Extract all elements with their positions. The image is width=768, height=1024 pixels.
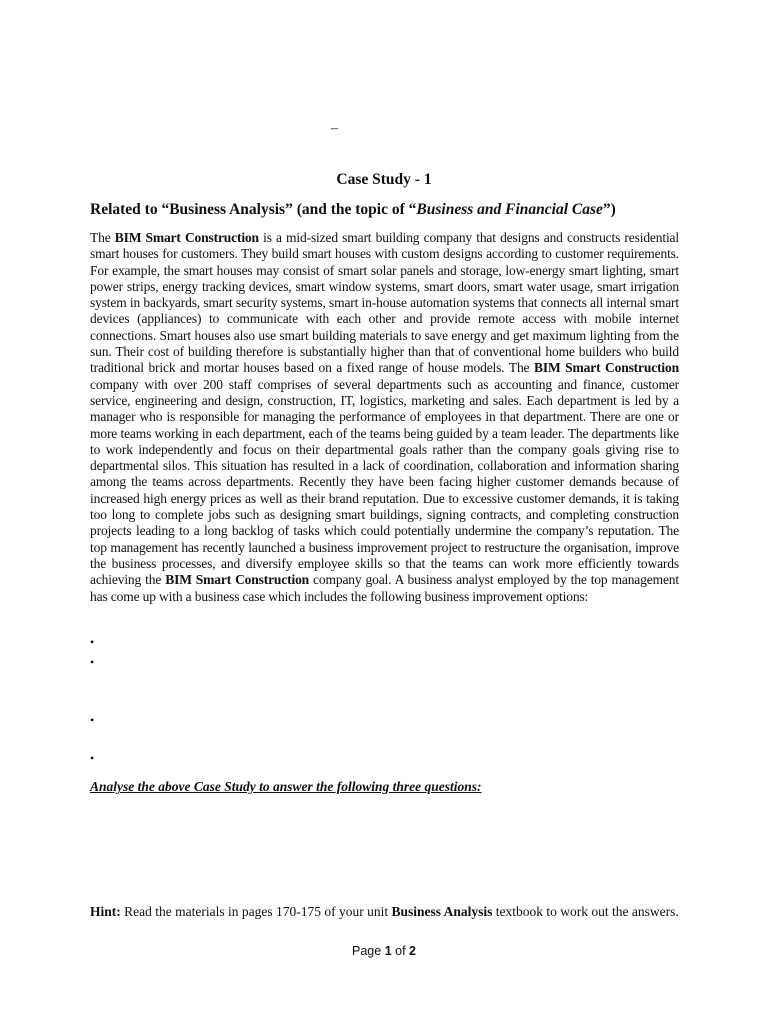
company-name: BIM Smart Construction xyxy=(165,572,310,588)
hint-label: Hint: xyxy=(90,904,121,919)
bullet-point: • xyxy=(90,713,95,727)
bullet-point: • xyxy=(90,751,95,765)
company-name: BIM Smart Construction xyxy=(114,230,259,245)
case-study-subtitle xyxy=(90,201,690,219)
body-part-1: is a mid-sized smart building company that designs and constructs residential smart houses for customers. They build smart houses with custom designs according to customer requirements. For example, the smart houses may consist of smart solar panels and storage, low-energy smart lighting, smart power strips, energy tracking devices, smart window systems, smart doors, smart water usage, smart irrigation system in backyards, smart security systems, smart in-house automation systems that connects all internal smart devices (appliances) to communicate with each other and provide remote access with mobile internet connections. Smart houses also use smart building materials to save energy and get maximum lighting from the sun. Their cost of building therefore is substantially higher than that of conventional home builders who build traditional brick and mortar houses based on a fixed range of house models. The xyxy=(90,230,679,376)
hint-text-2: textbook to work out the answers. xyxy=(492,904,679,919)
hint-line xyxy=(90,904,679,920)
bullet-point: • xyxy=(90,655,95,669)
page-footer xyxy=(0,944,768,959)
header-dash: – xyxy=(331,121,338,136)
total-page-count: 2 xyxy=(409,944,416,958)
body-intro: The xyxy=(90,230,115,245)
case-study-body xyxy=(90,230,679,605)
bullet-point: • xyxy=(90,635,95,649)
hint-text-1: Read the materials in pages 170-175 of your unit xyxy=(120,904,392,919)
current-page-number: 1 xyxy=(384,944,392,958)
body-part-2: company with over 200 staff comprises of several departments such as accounting and finance, customer service, engineering and design, construction, IT, logistics, marketing and sales. Each department is led by a manager who is responsible for managing the performance of employees in that department. There are one or more teams working in each department, each of the teams being guided by a team leader. The departments like to work independently and focus on their departmental goals rather than the company goals giving rise to departmental silos. This situation has resulted in a lack of coordination, collaboration and information sharing among the teams across departments. Recently they have been facing higher customer demands because of increased high energy prices as well as their brand reputation. Due to excessive customer demands, it is taking too long to complete jobs such as designing smart buildings, signing contracts, and completing construction projects leading to a long backlog of tasks which could potentially undermine the company’s reputation. The top management has recently launched a business improvement project to restructure the organisation, improve the business processes, and diversify employee skills so that the teams can work more efficiently towards achieving the xyxy=(90,376,679,588)
footer-of-word: of xyxy=(391,944,410,958)
hint-book-title: Business Analysis xyxy=(391,904,493,919)
subtitle-topic: Business and Financial Case xyxy=(416,201,603,218)
company-name: BIM Smart Construction xyxy=(534,360,679,376)
body-part-3: company goal. A business analyst employed by the top management has come up with a business case which includes the following business improvement options: xyxy=(90,572,679,604)
subtitle-suffix: ”) xyxy=(602,201,616,218)
analyse-instruction: Analyse the above Case Study to answer the following three questions: xyxy=(90,779,482,794)
case-study-title: Case Study - 1 xyxy=(336,171,432,188)
subtitle-prefix: Related to “Business Analysis” (and the topic of “ xyxy=(90,201,417,218)
footer-page-word: Page xyxy=(352,944,385,958)
